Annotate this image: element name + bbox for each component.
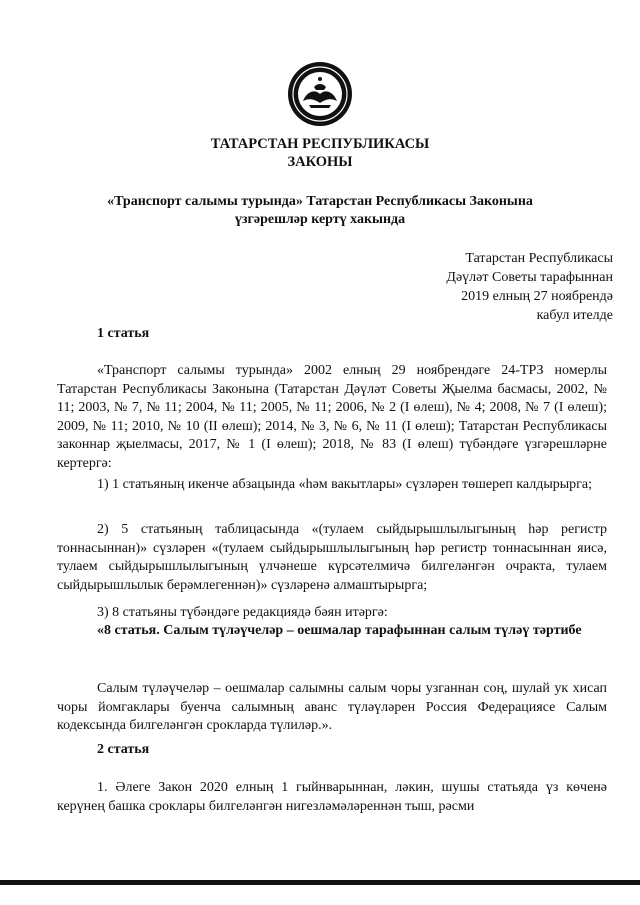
document-type: ЗАКОНЫ — [287, 154, 353, 170]
article1-item3: 3) 8 статьяны түбәндәге редакциядә бәян итәргә: — [97, 605, 388, 620]
article1-intro: «Транспорт салымы турында» 2002 елның 29 ноябрендәге 24-ТРЗ номерлы Татарстан Республикасы Законына (Татарстан Дәүләт Советы Җыелма басмасы, 2002, № 11; 2003, № 7, № 11; 2004, № 11; 2005, № 11; 2006, № 2 (I өлеш), № 4; 2008, № 7 (I өлеш); 2009, № 11; 2010, № 10 (II өлеш); 2014, № 3, № 6, № 11 (I өлеш); Татарстан Республикасы законнар җыелмасы, 2017, № 1 (I өлеш); 2018, № 83 (I өлеш) түбәндәге үзгәрешләрне кертергә: — [57, 363, 607, 471]
tatarstan-coat-of-arms-icon — [287, 61, 353, 127]
law-title-line2: үзгәрешләр кертү хакында — [234, 212, 406, 227]
article1-item1: 1) 1 статьяның икенче абзацында «һәм вакытлары» сүзләрен төшереп калдырырга; — [97, 477, 593, 492]
scan-edge-line — [0, 880, 640, 885]
adoption-line2: Дәүләт Советы тарафыннан — [446, 270, 613, 285]
law-title-line1: «Транспорт салымы турында» Татарстан Республикасы Законына — [107, 194, 533, 209]
adoption-line4: кабул ителде — [536, 308, 613, 323]
quoted-article-title: «8 статья. Салым түләүчеләр – оешмалар тарафыннан салым түләү тәртибе — [97, 623, 582, 638]
adoption-line1: Татарстан Республикасы — [465, 251, 613, 266]
adoption-block — [353, 249, 613, 325]
adoption-line3: 2019 елның 27 ноябрендә — [461, 289, 613, 304]
article1-heading: 1 статья — [97, 326, 150, 341]
quoted-article-body: Салым түләүчеләр – оешмалар салымны салым чоры узганнан соң, шулай ук хисап чоры йомгаклары буенча салымның аванс түләүләрен Россия Федерациясе Салым кодексында билгеләнгән срокларда түлиләр.». — [57, 681, 607, 733]
article1-item2: 2) 5 статьяның таблицасында «(тулаем сыйдырышлылыгының һәр регистр тоннасыннан)» сүзләрен «(тулаем сыйдырышлылыгының һәр регистр тоннасыннан яисә, тулаем сыйдырышлылыгының үлчәнеше күрсәтелмичә билгеләнгән очракта, тулаем сыйдырышлылык берәмлегеннән)» сүзләренә алмаштырырга; — [57, 522, 607, 593]
org-name-line1: ТАТАРСТАН РЕСПУБЛИКАСЫ — [210, 136, 430, 152]
article2-heading: 2 статья — [97, 742, 150, 757]
article2-item1: 1. Әлеге Закон 2020 елның 1 гыйнварыннан, ләкин, шушы статьяда үз көченә керүнең башка сроклары билгеләнгән нигезләмәләреннән тыш, рәсми — [57, 780, 607, 814]
